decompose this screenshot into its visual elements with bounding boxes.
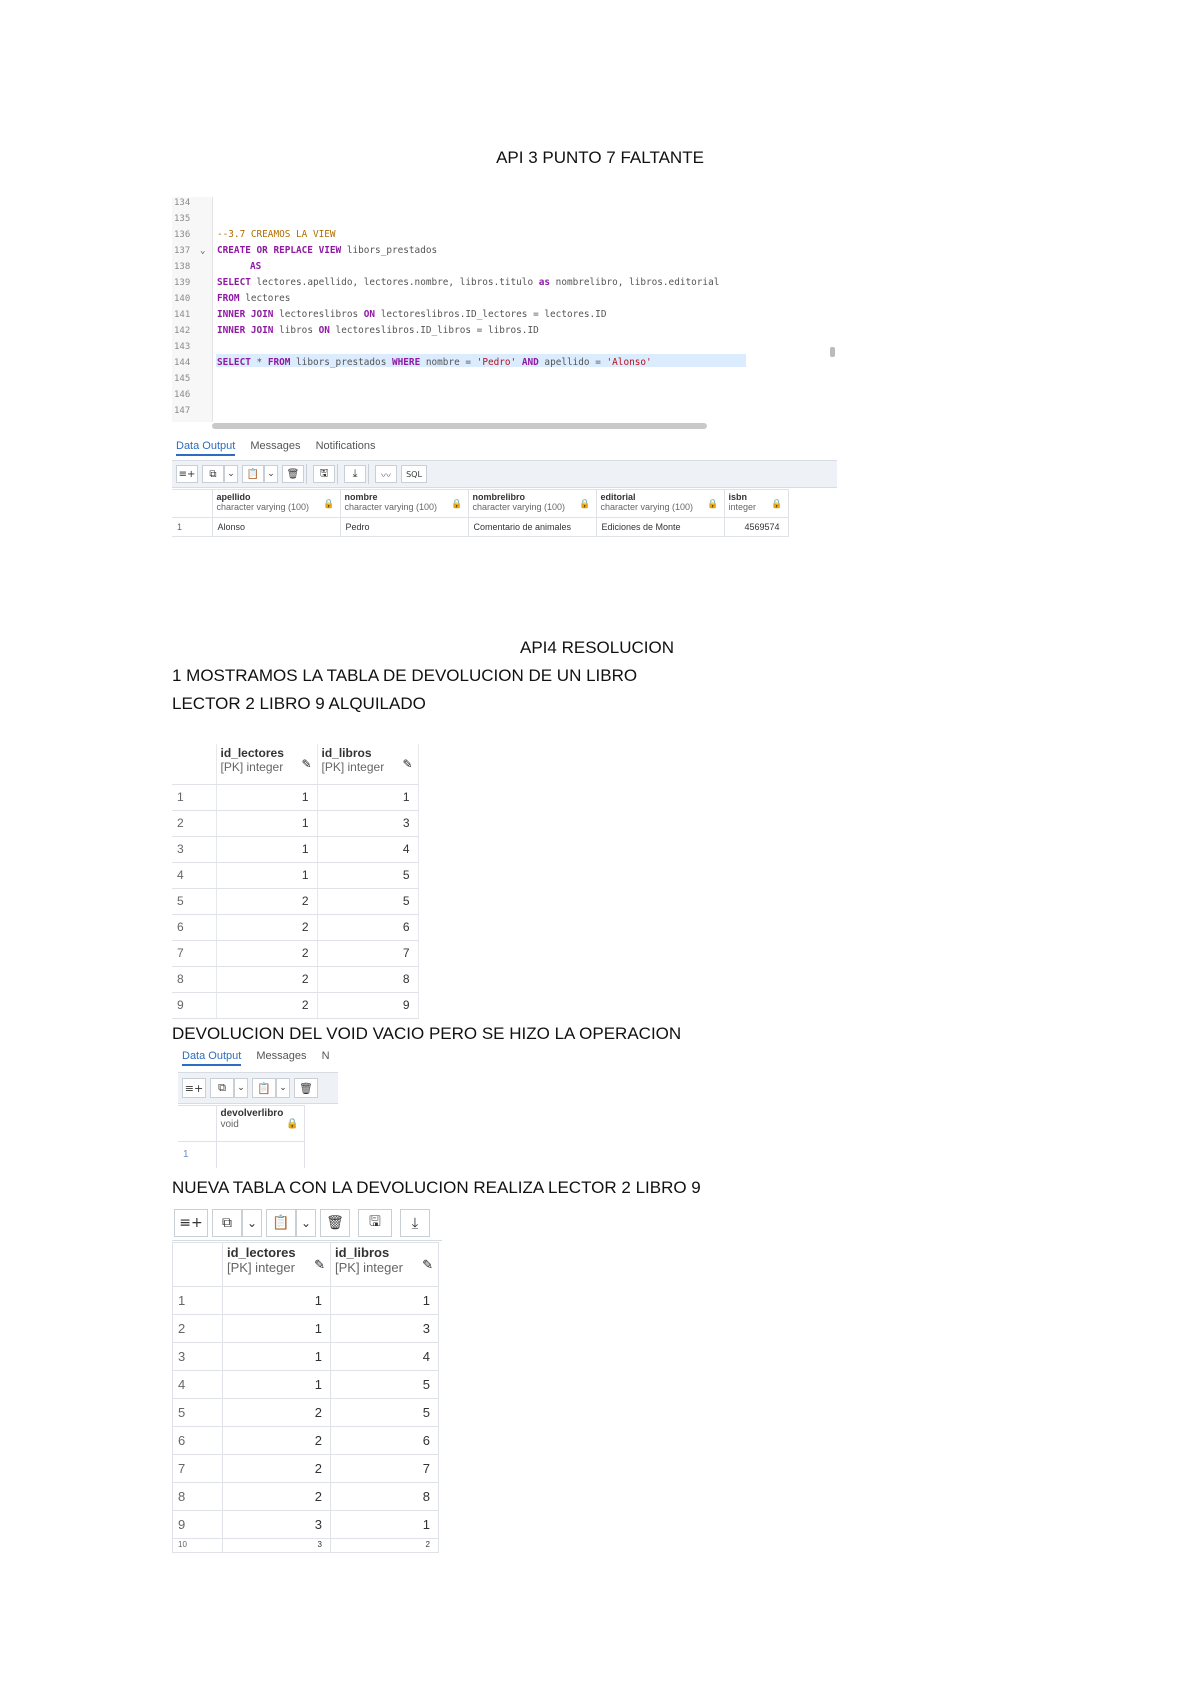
line-number: 142: [174, 326, 191, 336]
line-number: 147: [174, 406, 191, 416]
lectoreslibros-grid-after: [172, 1242, 439, 1553]
grid-cell[interactable]: 2: [216, 966, 317, 992]
grid-cell[interactable]: 2: [223, 1427, 331, 1455]
sql-keyword: CREATE OR REPLACE VIEW: [217, 245, 342, 256]
sql-keyword: WHERE: [392, 357, 421, 368]
column-name: editorial: [600, 492, 636, 502]
row-number: 5: [173, 1399, 223, 1427]
horizontal-scrollbar[interactable]: [212, 423, 707, 429]
table-row[interactable]: [173, 1315, 439, 1343]
add-row-button[interactable]: ≡+: [174, 1209, 208, 1237]
sql-identifier: libors_prestados: [290, 357, 392, 368]
sql-identifier: nombre =: [420, 357, 477, 368]
sql-identifier: lectores.apellido, lectores.nombre, libros.titulo: [250, 277, 539, 288]
lock-icon: 🔒: [771, 498, 783, 508]
table-row[interactable]: [172, 784, 418, 810]
view-result-grid: [172, 489, 789, 537]
row-number: 9: [173, 1511, 223, 1539]
sql-keyword: INNER JOIN: [217, 325, 274, 336]
column-header-nombre[interactable]: [340, 490, 468, 518]
grid-cell[interactable]: 1: [216, 810, 317, 836]
lock-icon: 🔒: [286, 1118, 299, 1129]
column-type: void: [220, 1119, 239, 1130]
line-number: 135: [174, 214, 191, 224]
sql-keyword: AS: [250, 261, 262, 272]
grid-cell[interactable]: 7: [317, 940, 418, 966]
column-header-devolverlibro[interactable]: [216, 1106, 304, 1142]
line-number: 134: [174, 198, 191, 208]
column-header-nombrelibro[interactable]: [468, 490, 596, 518]
grid-cell[interactable]: 8: [331, 1483, 439, 1511]
column-type: character varying (100): [600, 502, 694, 512]
grid-cell[interactable]: 1: [331, 1511, 439, 1539]
tab-notifications[interactable]: Notifications: [315, 440, 376, 452]
tab-notifications[interactable]: N: [321, 1050, 330, 1062]
sql-keyword: as: [538, 277, 551, 288]
grid-cell[interactable]: 3: [223, 1511, 331, 1539]
paste-button[interactable]: 📋: [252, 1078, 276, 1098]
delete-row-button[interactable]: 🗑: [294, 1078, 318, 1098]
sql-identifier: lectoreslibros: [273, 309, 364, 320]
grid-cell[interactable]: 1: [216, 862, 317, 888]
column-name: nombrelibro: [472, 492, 526, 502]
section2-line2: LECTOR 2 LIBRO 9 ALQUILADO: [172, 694, 426, 713]
lock-icon: 🔒: [579, 498, 591, 508]
grid-header-row: [178, 1106, 304, 1142]
pencil-icon: ✎: [314, 1256, 325, 1272]
line-number: 136: [174, 230, 191, 240]
grid-cell[interactable]: 5: [317, 888, 418, 914]
grid-cell[interactable]: 7: [331, 1455, 439, 1483]
tab-messages[interactable]: Messages: [250, 440, 301, 452]
grid-cell[interactable]: 3: [317, 810, 418, 836]
line-number: 140: [174, 294, 191, 304]
copy-options-chevron-icon[interactable]: ⌄: [224, 465, 238, 483]
data-output-toolbar: [172, 1206, 442, 1241]
toolbar-separator: [306, 464, 307, 484]
row-number: 9: [172, 992, 216, 1018]
add-row-button[interactable]: ≡+: [182, 1078, 206, 1098]
sql-identifier: nombrelibro, libros.editorial: [550, 277, 720, 288]
column-header-editorial[interactable]: [596, 490, 724, 518]
lock-icon: 🔒: [451, 498, 463, 508]
grid-cell[interactable]: 1: [223, 1343, 331, 1371]
grid-header-row: [172, 490, 788, 518]
grid-cell[interactable]: 4569574: [724, 518, 788, 537]
download-button[interactable]: ⤓: [400, 1209, 430, 1237]
result-tabs: [176, 440, 388, 456]
column-header-isbn[interactable]: [724, 490, 788, 518]
row-number-header: [173, 1243, 223, 1287]
sql-editor[interactable]: [172, 197, 837, 433]
row-number: 8: [173, 1483, 223, 1511]
section2-line1: 1 MOSTRAMOS LA TABLA DE DEVOLUCION DE UN LIBRO: [172, 666, 638, 685]
table-row[interactable]: [172, 888, 418, 914]
column-header-id-libros[interactable]: [317, 744, 418, 784]
tab-messages[interactable]: Messages: [256, 1050, 307, 1062]
toolbar-separator: [368, 464, 369, 484]
sql-keyword: ON: [363, 309, 376, 320]
table-row[interactable]: [173, 1343, 439, 1371]
data-output-toolbar: [172, 460, 837, 488]
grid-cell[interactable]: 1: [317, 784, 418, 810]
column-type: integer: [728, 502, 757, 512]
grid-cell[interactable]: 3: [331, 1315, 439, 1343]
grid-cell[interactable]: 4: [331, 1343, 439, 1371]
table-row[interactable]: [172, 518, 788, 537]
code-line-137: [217, 245, 437, 256]
row-number: 1: [178, 1142, 216, 1168]
grid-cell[interactable]: 2: [223, 1455, 331, 1483]
row-number: 3: [173, 1343, 223, 1371]
grid-header-row: [172, 744, 418, 784]
row-number: 4: [173, 1371, 223, 1399]
sql-identifier: lectoreslibros.ID_libros = libros.ID: [329, 325, 539, 336]
copy-button[interactable]: ⧉: [202, 465, 224, 483]
devolverlibro-result-grid: [178, 1105, 305, 1168]
grid-cell[interactable]: 3: [223, 1539, 331, 1553]
grid-cell-empty[interactable]: [216, 1142, 304, 1168]
copy-options-chevron-icon[interactable]: ⌄: [234, 1078, 248, 1098]
section4-title: NUEVA TABLA CON LA DEVOLUCION REALIZA LECTOR 2 LIBRO 9: [172, 1178, 701, 1197]
table-row[interactable]: [173, 1399, 439, 1427]
grid-cell[interactable]: 1: [223, 1287, 331, 1315]
section3-title: DEVOLUCION DEL VOID VACIO PERO SE HIZO LA OPERACION: [172, 1024, 682, 1043]
column-type: [PK] integer: [220, 760, 284, 774]
paste-options-chevron-icon[interactable]: ⌄: [276, 1078, 290, 1098]
column-name: id_lectores: [227, 1245, 296, 1260]
graph-visualiser-button[interactable]: 〰: [375, 465, 397, 483]
column-header-apellido[interactable]: [212, 490, 340, 518]
sql-identifier: apellido =: [538, 357, 607, 368]
grid-cell[interactable]: 2: [223, 1483, 331, 1511]
lock-icon: 🔒: [323, 498, 335, 508]
lectoreslibros-grid-before: [172, 744, 419, 1019]
row-number: 1: [172, 784, 216, 810]
column-type: [PK] integer: [335, 1260, 403, 1275]
sql-identifier: lectoreslibros.ID_lectores = lectores.ID: [375, 309, 607, 320]
column-name: id_lectores: [220, 746, 284, 760]
fold-chevron-icon[interactable]: ⌄: [200, 246, 206, 256]
grid-cell[interactable]: Ediciones de Monte: [596, 518, 724, 537]
grid-cell[interactable]: 1: [331, 1287, 439, 1315]
row-number: 8: [172, 966, 216, 992]
line-number: 141: [174, 310, 191, 320]
line-number: 146: [174, 390, 191, 400]
toolbar-separator: [337, 464, 338, 484]
section2-title: API4 RESOLUCION: [520, 638, 674, 657]
line-number: 143: [174, 342, 191, 352]
sql-comment: --3.7 CREAMOS LA VIEW: [217, 229, 336, 240]
column-type: character varying (100): [216, 502, 310, 512]
copy-options-chevron-icon[interactable]: ⌄: [242, 1209, 262, 1237]
paste-button[interactable]: 📋: [266, 1209, 296, 1237]
row-number: 10: [173, 1539, 223, 1553]
code-line-144: [217, 357, 652, 368]
line-number: 138: [174, 262, 191, 272]
pencil-icon: ✎: [301, 756, 312, 771]
column-type: character varying (100): [344, 502, 438, 512]
grid-cell[interactable]: 2: [223, 1399, 331, 1427]
row-number-header: [172, 744, 216, 784]
row-number: 7: [173, 1455, 223, 1483]
lock-icon: 🔒: [707, 498, 719, 508]
column-name: nombre: [344, 492, 378, 502]
download-button[interactable]: ⤓: [344, 465, 366, 483]
grid-cell[interactable]: 1: [223, 1315, 331, 1343]
sql-keyword: SELECT: [217, 357, 251, 368]
section1-title: API 3 PUNTO 7 FALTANTE: [496, 148, 704, 167]
table-row[interactable]: [173, 1287, 439, 1315]
table-row[interactable]: [172, 966, 418, 992]
grid-cell[interactable]: Alonso: [212, 518, 340, 537]
code-line-138: [250, 261, 261, 272]
sql-string: 'Pedro': [476, 357, 517, 368]
grid-cell[interactable]: 6: [317, 914, 418, 940]
row-number: 1: [172, 518, 212, 537]
row-number: 2: [173, 1315, 223, 1343]
delete-row-button[interactable]: 🗑: [282, 465, 304, 483]
sql-identifier: lectores: [239, 293, 291, 304]
sql-keyword: SELECT: [217, 277, 251, 288]
code-line-141: [217, 309, 606, 320]
sql-identifier: *: [250, 357, 268, 368]
table-row[interactable]: [173, 1455, 439, 1483]
table-row[interactable]: [178, 1142, 304, 1168]
row-number-header: [178, 1106, 216, 1142]
table-row[interactable]: [172, 862, 418, 888]
column-type: character varying (100): [472, 502, 566, 512]
table-row[interactable]: [173, 1539, 439, 1553]
sql-keyword: FROM: [267, 357, 291, 368]
delete-row-button[interactable]: 🗑: [320, 1209, 350, 1237]
tab-data-output[interactable]: Data Output: [176, 440, 235, 456]
paste-options-chevron-icon[interactable]: ⌄: [296, 1209, 316, 1237]
grid-cell[interactable]: Pedro: [340, 518, 468, 537]
sql-string: 'Alonso': [606, 357, 652, 368]
grid-cell[interactable]: 2: [216, 992, 317, 1018]
grid-cell[interactable]: 6: [331, 1427, 439, 1455]
code-line-142: [217, 325, 539, 336]
line-number: 137: [174, 246, 191, 256]
table-row[interactable]: [173, 1511, 439, 1539]
column-name: isbn: [728, 492, 748, 502]
paste-options-chevron-icon[interactable]: ⌄: [264, 465, 278, 483]
pencil-icon: ✎: [402, 756, 413, 771]
row-number: 1: [173, 1287, 223, 1315]
table-row[interactable]: [172, 914, 418, 940]
sql-button[interactable]: SQL: [401, 465, 427, 483]
sql-keyword: INNER JOIN: [217, 309, 274, 320]
grid-cell[interactable]: 8: [317, 966, 418, 992]
row-number: 7: [172, 940, 216, 966]
table-row[interactable]: [172, 940, 418, 966]
line-number-gutter: [172, 197, 213, 422]
copy-button[interactable]: ⧉: [212, 1209, 242, 1237]
table-row[interactable]: [173, 1427, 439, 1455]
column-header-id-libros[interactable]: [331, 1243, 439, 1287]
tab-data-output[interactable]: Data Output: [182, 1050, 241, 1066]
column-name: devolverlibro: [220, 1108, 284, 1119]
row-number-header: [172, 490, 212, 518]
sql-keyword: FROM: [217, 293, 240, 304]
column-name: id_libros: [321, 746, 372, 760]
row-number: 5: [172, 888, 216, 914]
grid-cell[interactable]: 1: [216, 836, 317, 862]
save-data-button[interactable]: 🖫: [313, 465, 335, 483]
sql-keyword: AND: [516, 357, 539, 368]
grid-cell[interactable]: 2: [216, 940, 317, 966]
column-header-id-lectores[interactable]: [216, 744, 317, 784]
grid-cell[interactable]: 4: [317, 836, 418, 862]
sql-identifier: libors_prestados: [341, 245, 438, 256]
pencil-icon: ✎: [422, 1256, 433, 1272]
column-type: [PK] integer: [321, 760, 385, 774]
table-row[interactable]: [172, 810, 418, 836]
grid-cell[interactable]: 1: [223, 1371, 331, 1399]
grid-cell[interactable]: 1: [216, 784, 317, 810]
sql-keyword: ON: [318, 325, 330, 336]
row-number: 6: [173, 1427, 223, 1455]
grid-cell[interactable]: 5: [331, 1399, 439, 1427]
table-row[interactable]: [173, 1483, 439, 1511]
code-line-136: [217, 229, 336, 240]
grid-cell[interactable]: 9: [317, 992, 418, 1018]
table-row[interactable]: [172, 992, 418, 1018]
grid-cell[interactable]: 5: [317, 862, 418, 888]
paste-button[interactable]: 📋: [242, 465, 264, 483]
row-number: 4: [172, 862, 216, 888]
sql-identifier: libros: [273, 325, 319, 336]
row-number: 3: [172, 836, 216, 862]
vertical-scrollbar[interactable]: [830, 347, 835, 357]
add-row-button[interactable]: ≡+: [176, 465, 198, 483]
save-data-button[interactable]: 🖫: [358, 1209, 392, 1237]
grid-cell[interactable]: Comentario de animales: [468, 518, 596, 537]
code-line-140: [217, 293, 290, 304]
grid-cell[interactable]: 2: [331, 1539, 439, 1553]
table-row[interactable]: [172, 836, 418, 862]
grid-header-row: [173, 1243, 439, 1287]
row-number: 2: [172, 810, 216, 836]
grid-cell[interactable]: 2: [216, 914, 317, 940]
code-line-139: [217, 277, 719, 288]
table-row[interactable]: [173, 1371, 439, 1399]
line-number: 139: [174, 278, 191, 288]
row-number: 6: [172, 914, 216, 940]
column-type: [PK] integer: [227, 1260, 295, 1275]
grid-cell[interactable]: 2: [216, 888, 317, 914]
grid-cell[interactable]: 5: [331, 1371, 439, 1399]
copy-button[interactable]: ⧉: [210, 1078, 234, 1098]
line-number: 145: [174, 374, 191, 384]
line-number: 144: [174, 358, 191, 368]
result-tabs: [182, 1050, 342, 1066]
column-header-id-lectores[interactable]: [223, 1243, 331, 1287]
column-name: id_libros: [335, 1245, 390, 1260]
data-output-toolbar: [178, 1072, 338, 1104]
column-name: apellido: [216, 492, 251, 502]
